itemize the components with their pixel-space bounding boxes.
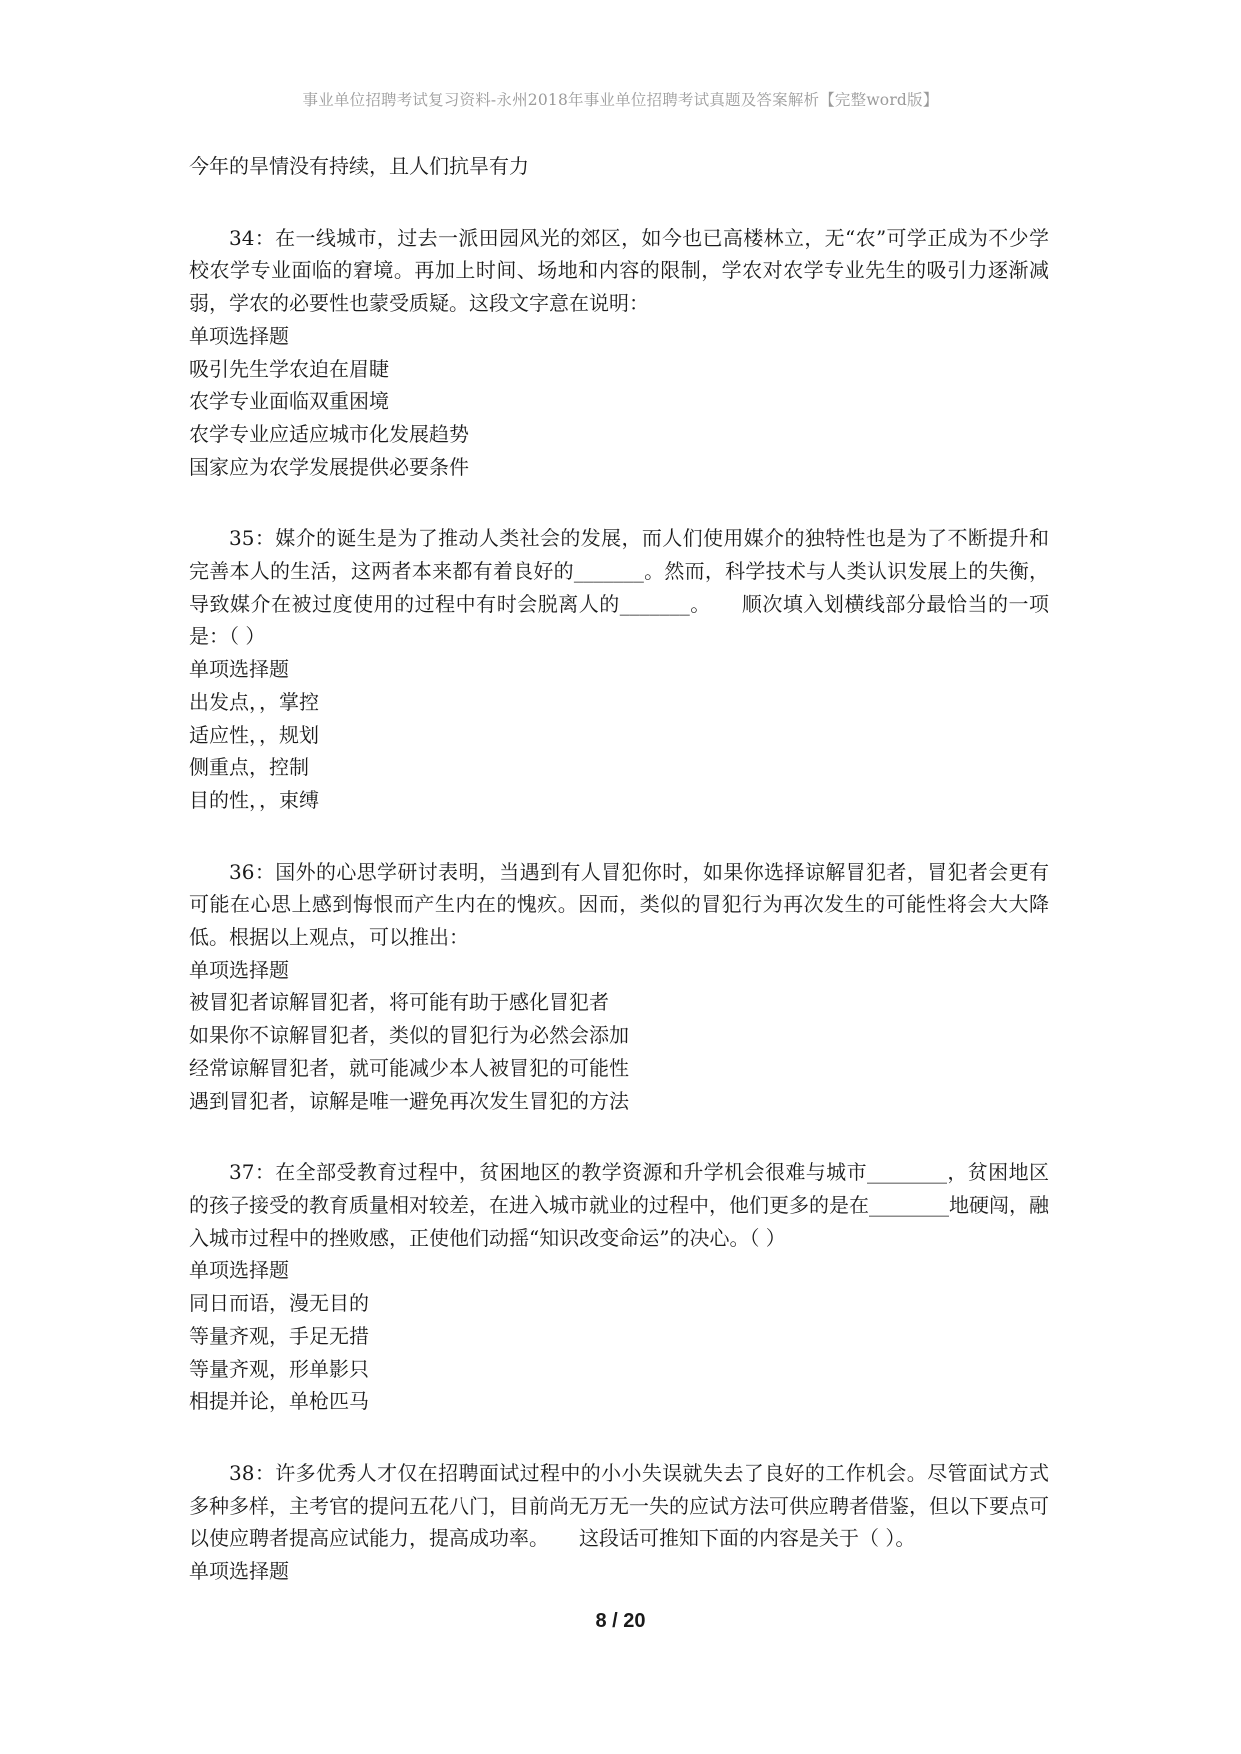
question-type: 单项选择题 [189,323,289,348]
document-body [189,150,1049,1588]
question-stem: 36：国外的心思学研讨表明，当遇到有人冒犯你时，如果你选择谅解冒犯者，冒犯者会更有可能在心思上感到悔恨而产生内在的愧疚。因而，类似的冒犯行为再次发生的可能性将会大大降低。根据以上观点，可以推出： [189,859,1049,950]
answer-option: 农学专业面临双重困境 [189,389,389,414]
question-type: 单项选择题 [189,1258,289,1283]
page-header: 事业单位招聘考试复习资料-永州2018年事业单位招聘考试真题及答案解析【完整word版】 [302,91,939,109]
question-block-36 [189,856,1049,1118]
answer-option: 等量齐观，形单影只 [189,1356,369,1381]
question-type: 单项选择题 [189,1559,289,1584]
answer-option: 出发点，，掌控 [189,689,319,714]
page-number: 8 / 20 [595,1610,646,1632]
answer-option: 目的性，，束缚 [189,787,319,812]
answer-option: 遇到冒犯者，谅解是唯一避免再次发生冒犯的方法 [189,1088,629,1113]
answer-option: 侧重点，控制 [189,755,309,780]
question-stem: 35：媒介的诞生是为了推动人类社会的发展，而人们使用媒介的独特性也是为了不断提升和完善本人的生活，这两者本来都有着良好的_______。然而，科学技术与人类认识发展上的失衡，导致媒介在被过度使用的过程中有时会脱离人的_______。 顺次填入划横线部分最恰当的一项是：（ ） [189,526,1049,649]
question-block-34 [189,222,1049,484]
question-stem: 37：在全部受教育过程中，贫困地区的教学资源和升学机会很难与城市________，贫困地区的孩子接受的教育质量相对较差，在进入城市就业的过程中，他们更多的是在________地硬闯，融入城市过程中的挫败感，正使他们动摇“知识改变命运”的决心。（ ） [189,1160,1049,1250]
answer-option: 适应性，，规划 [189,722,319,747]
answer-option: 被冒犯者谅解冒犯者，将可能有助于感化冒犯者 [189,990,609,1015]
answer-option: 等量齐观，手足无措 [189,1323,369,1348]
answer-option: 国家应为农学发展提供必要条件 [189,454,469,479]
question-stem: 38：许多优秀人才仅在招聘面试过程中的小小失误就失去了良好的工作机会。尽管面试方式多种多样，主考官的提问五花八门，目前尚无万无一失的应试方法可供应聘者借鉴，但以下要点可以使应聘者提高应试能力，提高成功率。 这段话可推知下面的内容是关于（ ）。 [189,1460,1049,1551]
answer-option: 经常谅解冒犯者，就可能减少本人被冒犯的可能性 [189,1055,629,1080]
answer-option: 如果你不谅解冒犯者，类似的冒犯行为必然会添加 [189,1023,629,1048]
answer-option: 吸引先生学农迫在眉睫 [189,356,389,381]
answer-option: 相提并论，单枪匹马 [189,1389,369,1414]
question-type: 单项选择题 [189,657,289,682]
question-block-35 [189,522,1049,816]
question-block-38 [189,1457,1049,1588]
question-type: 单项选择题 [189,957,289,982]
answer-option: 同日而语，漫无目的 [189,1291,369,1316]
intro-line: 今年的旱情没有持续，且人们抗旱有力 [189,154,529,178]
answer-option: 农学专业应适应城市化发展趋势 [189,421,469,446]
question-stem: 34：在一线城市，过去一派田园风光的郊区，如今也已高楼林立，无“农”可学正成为不少学校农学专业面临的窘境。再加上时间、场地和内容的限制，学农对农学专业先生的吸引力逐渐减弱，学农的必要性也蒙受质疑。这段文字意在说明： [189,225,1049,316]
question-block-37 [189,1156,1049,1418]
